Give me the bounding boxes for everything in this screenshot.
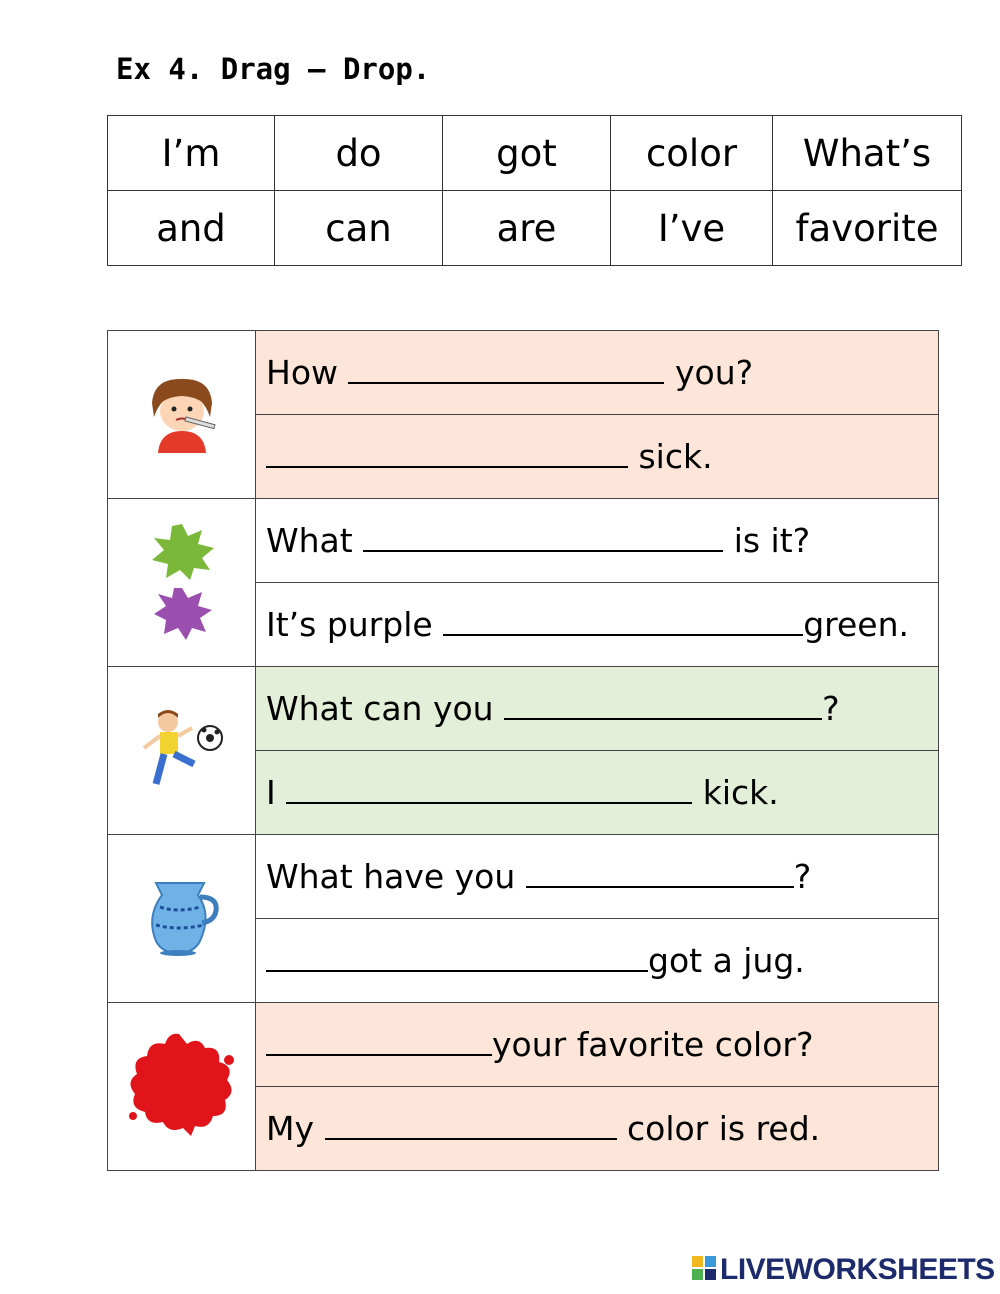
- word-chip[interactable]: favorite: [773, 191, 962, 266]
- sentence-text: What can you: [266, 689, 505, 728]
- word-chip[interactable]: I’m: [108, 116, 275, 191]
- sentence-text: How: [266, 353, 349, 392]
- answer-blank[interactable]: [266, 1028, 492, 1056]
- word-chip[interactable]: do: [275, 116, 443, 191]
- sentence-text: you?: [664, 353, 754, 392]
- word-chip[interactable]: can: [275, 191, 443, 266]
- sentence-cell: [256, 919, 939, 1003]
- exercise-row: [108, 835, 939, 919]
- answer-blank[interactable]: [443, 608, 803, 636]
- answer-blank[interactable]: [363, 524, 723, 552]
- word-chip[interactable]: got: [443, 116, 611, 191]
- liveworksheets-logo: [692, 1254, 995, 1286]
- sentence-text: What: [266, 521, 364, 560]
- sentence-text: is it?: [723, 521, 811, 560]
- sick-girl-thermometer-icon: [108, 331, 256, 499]
- exercise-table: [107, 330, 939, 1171]
- paint-splotches-icon: [108, 499, 256, 667]
- answer-blank[interactable]: [325, 1112, 617, 1140]
- logo-text: LIVEWORKSHEETS: [720, 1253, 995, 1286]
- word-chip[interactable]: are: [443, 191, 611, 266]
- sentence-text: My: [266, 1109, 325, 1148]
- liveworksheets-logo-icon: [692, 1256, 716, 1284]
- sentence-cell: [256, 1003, 939, 1087]
- exercise-row: [108, 331, 939, 415]
- sentence-text: color is red.: [616, 1109, 821, 1148]
- exercise-title: Ex 4. Drag – Drop.: [116, 52, 431, 86]
- answer-blank[interactable]: [286, 776, 692, 804]
- blue-jug-icon: [108, 835, 256, 1003]
- word-chip[interactable]: color: [611, 116, 773, 191]
- sentence-text: green.: [803, 605, 909, 644]
- sentence-cell: [256, 835, 939, 919]
- sentence-text: your favorite color?: [492, 1025, 814, 1064]
- boy-kicking-ball-icon: [108, 667, 256, 835]
- word-bank-row: [108, 191, 962, 266]
- sentence-text: I: [266, 773, 287, 812]
- sentence-text: got a jug.: [648, 941, 805, 980]
- sentence-text: ?: [793, 857, 812, 896]
- word-chip[interactable]: I’ve: [611, 191, 773, 266]
- sentence-text: What have you: [266, 857, 526, 896]
- answer-blank[interactable]: [348, 356, 664, 384]
- exercise-row: [108, 499, 939, 583]
- sentence-cell: [256, 331, 939, 415]
- sentence-cell: [256, 667, 939, 751]
- word-chip[interactable]: What’s: [773, 116, 962, 191]
- word-chip[interactable]: and: [108, 191, 275, 266]
- sentence-text: ?: [822, 689, 840, 728]
- red-splotch-icon: [108, 1003, 256, 1171]
- exercise-row: [108, 1003, 939, 1087]
- sentence-text: kick.: [692, 773, 779, 812]
- sentence-text: It’s purple: [266, 605, 444, 644]
- sentence-cell: [256, 1087, 939, 1171]
- exercise-row: [108, 667, 939, 751]
- word-bank-row: [108, 116, 962, 191]
- word-bank: [107, 115, 962, 266]
- answer-blank[interactable]: [526, 860, 794, 888]
- answer-blank[interactable]: [266, 440, 628, 468]
- sentence-cell: [256, 415, 939, 499]
- sentence-cell: [256, 583, 939, 667]
- answer-blank[interactable]: [266, 944, 648, 972]
- sentence-cell: [256, 499, 939, 583]
- sentence-cell: [256, 751, 939, 835]
- sentence-text: sick.: [628, 437, 713, 476]
- answer-blank[interactable]: [504, 692, 822, 720]
